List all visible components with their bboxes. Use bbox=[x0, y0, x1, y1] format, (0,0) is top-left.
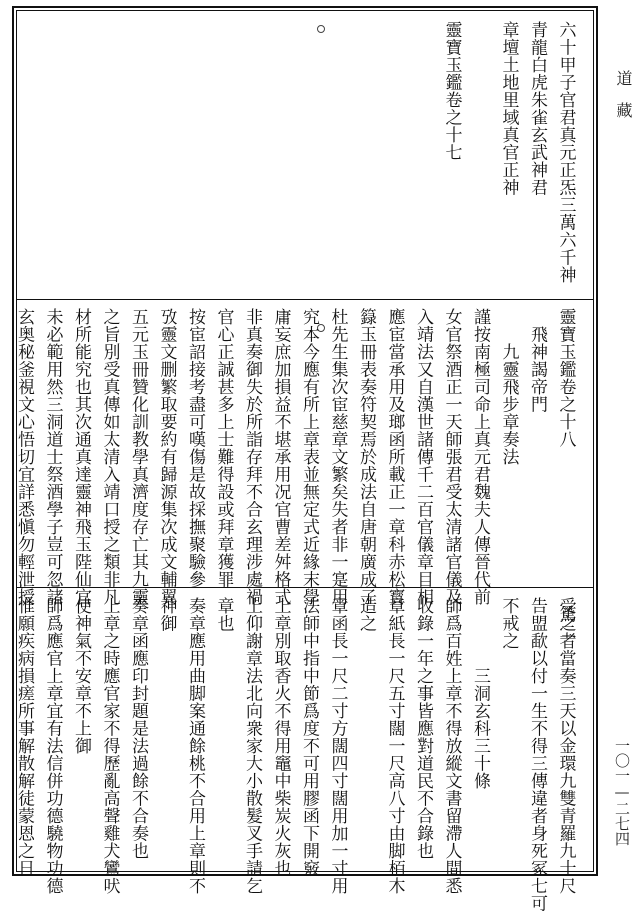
text-column: 杜先生集次宦慈章文繁矣失者非一寔用 bbox=[327, 308, 348, 606]
text-column: 三洞玄科三十條 bbox=[470, 597, 490, 790]
text-column: 材所能究也其次通真達靈神飛玉陛仙官 bbox=[71, 308, 91, 606]
text-column: 青龍白虎朱雀玄武神君 bbox=[527, 21, 547, 196]
text-column: 之旨別受真傳如太清入靖口授之類非凡 bbox=[99, 308, 120, 606]
text-column: 按宦詔接考盡可嘆傷是故採撫聚驗參 bbox=[185, 308, 205, 588]
text-column: 應宦當承用及瑯函所載正一章科赤松寳 bbox=[384, 308, 405, 606]
text-column: 籙玉冊表奏符契焉於成法自唐朝廣成子 bbox=[356, 308, 376, 606]
text-column: 章紙長一尺五寸闊一尺高八寸由脚栢木 bbox=[384, 597, 405, 895]
text-column: 謹按南極司命上真元君魏夫人傳晉代前 bbox=[470, 308, 490, 606]
section-divider-1 bbox=[17, 299, 593, 300]
text-column: 章也 bbox=[213, 597, 234, 632]
text-column: 究本今應有所上章表並無定式近緣末學 bbox=[299, 308, 319, 606]
text-column: 九靈飛步章奏法 bbox=[498, 308, 519, 466]
text-column: 惟願疾病損瘥所事解散解徒蒙恩之日 bbox=[14, 597, 34, 877]
text-column: 未必範用然三洞道士祭酒學子豈可忽諸 bbox=[42, 308, 63, 606]
text-column: 神御 bbox=[156, 597, 177, 632]
text-column: 飛神謁帝門 bbox=[527, 308, 547, 413]
text-column: 五元玉冊贊化訓教學真濟度存亡其九靈 bbox=[128, 308, 148, 606]
text-column: 造之 bbox=[356, 597, 376, 632]
text-column: 玄奥秘釜視文心悟切宜詳悉愼勿輕泄授 bbox=[14, 308, 34, 606]
text-column: 入靖法又自漢世諸傳千二百官儀章目相 bbox=[413, 308, 433, 606]
text-column: 上章之時應官家不得歷亂高聲雞犬鸞吠 bbox=[99, 597, 120, 895]
header-title: 道 藏 bbox=[614, 70, 633, 118]
text-column: 奏章函應印封題是法過餘不合奏也 bbox=[128, 597, 148, 860]
text-column: 攷靈文删繁取要約有歸源集次成文輔翼 bbox=[156, 308, 177, 606]
text-column: 師爲百姓上章不得放縱文書留滯人間悉 bbox=[441, 597, 462, 895]
text-column: 收錄一年之事皆應對道民不合錄也 bbox=[413, 597, 433, 860]
text-column: 靈寶玉鑑卷之十八 篤二 bbox=[555, 308, 576, 641]
text-column: 使神氣不安章不上御 bbox=[71, 597, 91, 755]
page-inner-border bbox=[14, 10, 594, 912]
text-column: 章函長一尺二寸方闊四寸闊用加一寸用 bbox=[327, 597, 348, 895]
text-column: 上仰謝章法北向衆家大小散髮叉手請乞 bbox=[242, 597, 262, 895]
text-column: 非真奏御失於所詣存拜不合玄理涉處禍 bbox=[242, 308, 262, 606]
text-column: 六十甲子官君真元正炁三萬六千神 bbox=[555, 21, 576, 284]
text-column: 章壇土地里域真官正神 bbox=[498, 21, 519, 196]
text-column: 不戒之 bbox=[498, 597, 519, 650]
text-column: 庸妄庶加損益不堪承用况官曹差舛格式 bbox=[270, 308, 291, 606]
text-column: 師爲應官上章宜有法信併功德驍物功德 bbox=[42, 597, 63, 895]
page-frame bbox=[12, 6, 598, 912]
text-column: 女官祭酒正一天師張君受太清諸官儀及 bbox=[441, 308, 462, 606]
text-column: 靈寶玉鑑卷之十七 bbox=[441, 21, 462, 161]
text-column: 上章別取香火不得用竈中柴炭火灰也 bbox=[270, 597, 291, 877]
text-column: 法師中指中節爲度不可用膠函下開竅 bbox=[299, 597, 319, 877]
text-column: 奏章應用曲脚案通餘桃不合用上章則不 bbox=[185, 597, 205, 895]
section-marker-1 bbox=[317, 25, 325, 33]
text-column: 告盟歃以付一生不得三傳違者身死冢七可 bbox=[527, 597, 547, 912]
page-number: 一〇一—二七四 bbox=[613, 738, 631, 846]
text-column: 官心正誠甚多上士難得設或拜章獲罪 bbox=[213, 308, 234, 588]
text-column: 受之者當奏三天以金環九雙青羅九十尺 bbox=[555, 597, 576, 895]
